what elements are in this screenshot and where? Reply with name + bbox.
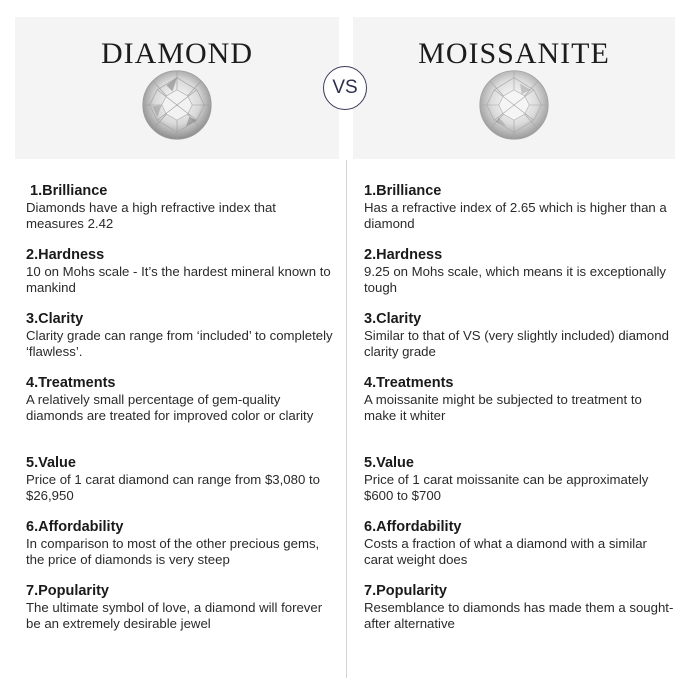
diamond-header-panel xyxy=(15,17,339,159)
diamond-feature-item xyxy=(26,247,336,296)
diamond-feature-body: Clarity grade can range from ‘included’ to completely ‘flawless’. xyxy=(26,328,333,359)
moissanite-heading: MOISSANITE xyxy=(418,37,610,70)
diamond-feature-title: 6.Affordability xyxy=(26,519,124,535)
diamond-feature-body: Diamonds have a high refractive index that measures 2.42 xyxy=(26,200,276,231)
moissanite-feature-title: 6.Affordability xyxy=(364,519,462,535)
diamond-feature-title: 1.Brilliance xyxy=(30,183,108,199)
moissanite-feature-title: 5.Value xyxy=(364,455,414,471)
moissanite-feature-item xyxy=(364,311,674,360)
moissanite-feature-title: 7.Popularity xyxy=(364,583,447,599)
diamond-feature-title: 2.Hardness xyxy=(26,247,105,263)
moissanite-feature-item xyxy=(364,183,674,232)
diamond-feature-item xyxy=(26,519,336,568)
moissanite-feature-item xyxy=(364,455,674,504)
diamond-feature-item xyxy=(26,455,336,504)
moissanite-feature-item xyxy=(364,583,674,632)
diamond-feature-body: 10 on Mohs scale - It’s the hardest mineral known to mankind xyxy=(26,264,331,295)
vs-badge: VS xyxy=(323,66,367,110)
diamond-feature-body: Price of 1 carat diamond can range from $3,080 to $26,950 xyxy=(26,472,320,503)
diamond-feature-body: A relatively small percentage of gem-quality diamonds are treated for improved color or clarity xyxy=(26,392,314,423)
moissanite-header-panel xyxy=(353,17,675,159)
diamond-heading: DIAMOND xyxy=(101,37,253,70)
moissanite-feature-title: 1.Brilliance xyxy=(364,183,442,199)
diamond-feature-item xyxy=(26,375,336,424)
diamond-feature-body: The ultimate symbol of love, a diamond will forever be an extremely desirable jewel xyxy=(26,600,323,631)
moissanite-feature-body: Resemblance to diamonds has made them a sought-after alternative xyxy=(364,600,674,631)
diamond-feature-item xyxy=(26,183,336,232)
moissanite-feature-title: 4.Treatments xyxy=(364,375,454,391)
moissanite-feature-body: Has a refractive index of 2.65 which is higher than a diamond xyxy=(364,200,667,231)
moissanite-feature-item xyxy=(364,375,674,424)
moissanite-feature-body: Similar to that of VS (very slightly included) diamond clarity grade xyxy=(364,328,669,359)
round-diamond-icon xyxy=(139,67,215,143)
diamond-feature-body: In comparison to most of the other precious gems, the price of diamonds is very steep xyxy=(26,536,320,567)
diamond-feature-title: 3.Clarity xyxy=(26,311,84,327)
diamond-feature-item xyxy=(26,311,336,360)
moissanite-feature-item xyxy=(364,519,674,568)
moissanite-feature-body: 9.25 on Mohs scale, which means it is exceptionally tough xyxy=(364,264,666,295)
diamond-feature-title: 4.Treatments xyxy=(26,375,116,391)
moissanite-feature-body: Price of 1 carat moissanite can be approximately $600 to $700 xyxy=(364,472,649,503)
diamond-feature-title: 5.Value xyxy=(26,455,76,471)
round-moissanite-icon xyxy=(476,67,552,143)
diamond-feature-item xyxy=(26,583,336,632)
moissanite-feature-body: A moissanite might be subjected to treatment to make it whiter xyxy=(364,392,642,423)
moissanite-feature-title: 2.Hardness xyxy=(364,247,443,263)
column-divider xyxy=(346,160,347,678)
moissanite-feature-body: Costs a fraction of what a diamond with a similar carat weight does xyxy=(364,536,647,567)
moissanite-feature-title: 3.Clarity xyxy=(364,311,422,327)
diamond-feature-title: 7.Popularity xyxy=(26,583,109,599)
moissanite-feature-item xyxy=(364,247,674,296)
